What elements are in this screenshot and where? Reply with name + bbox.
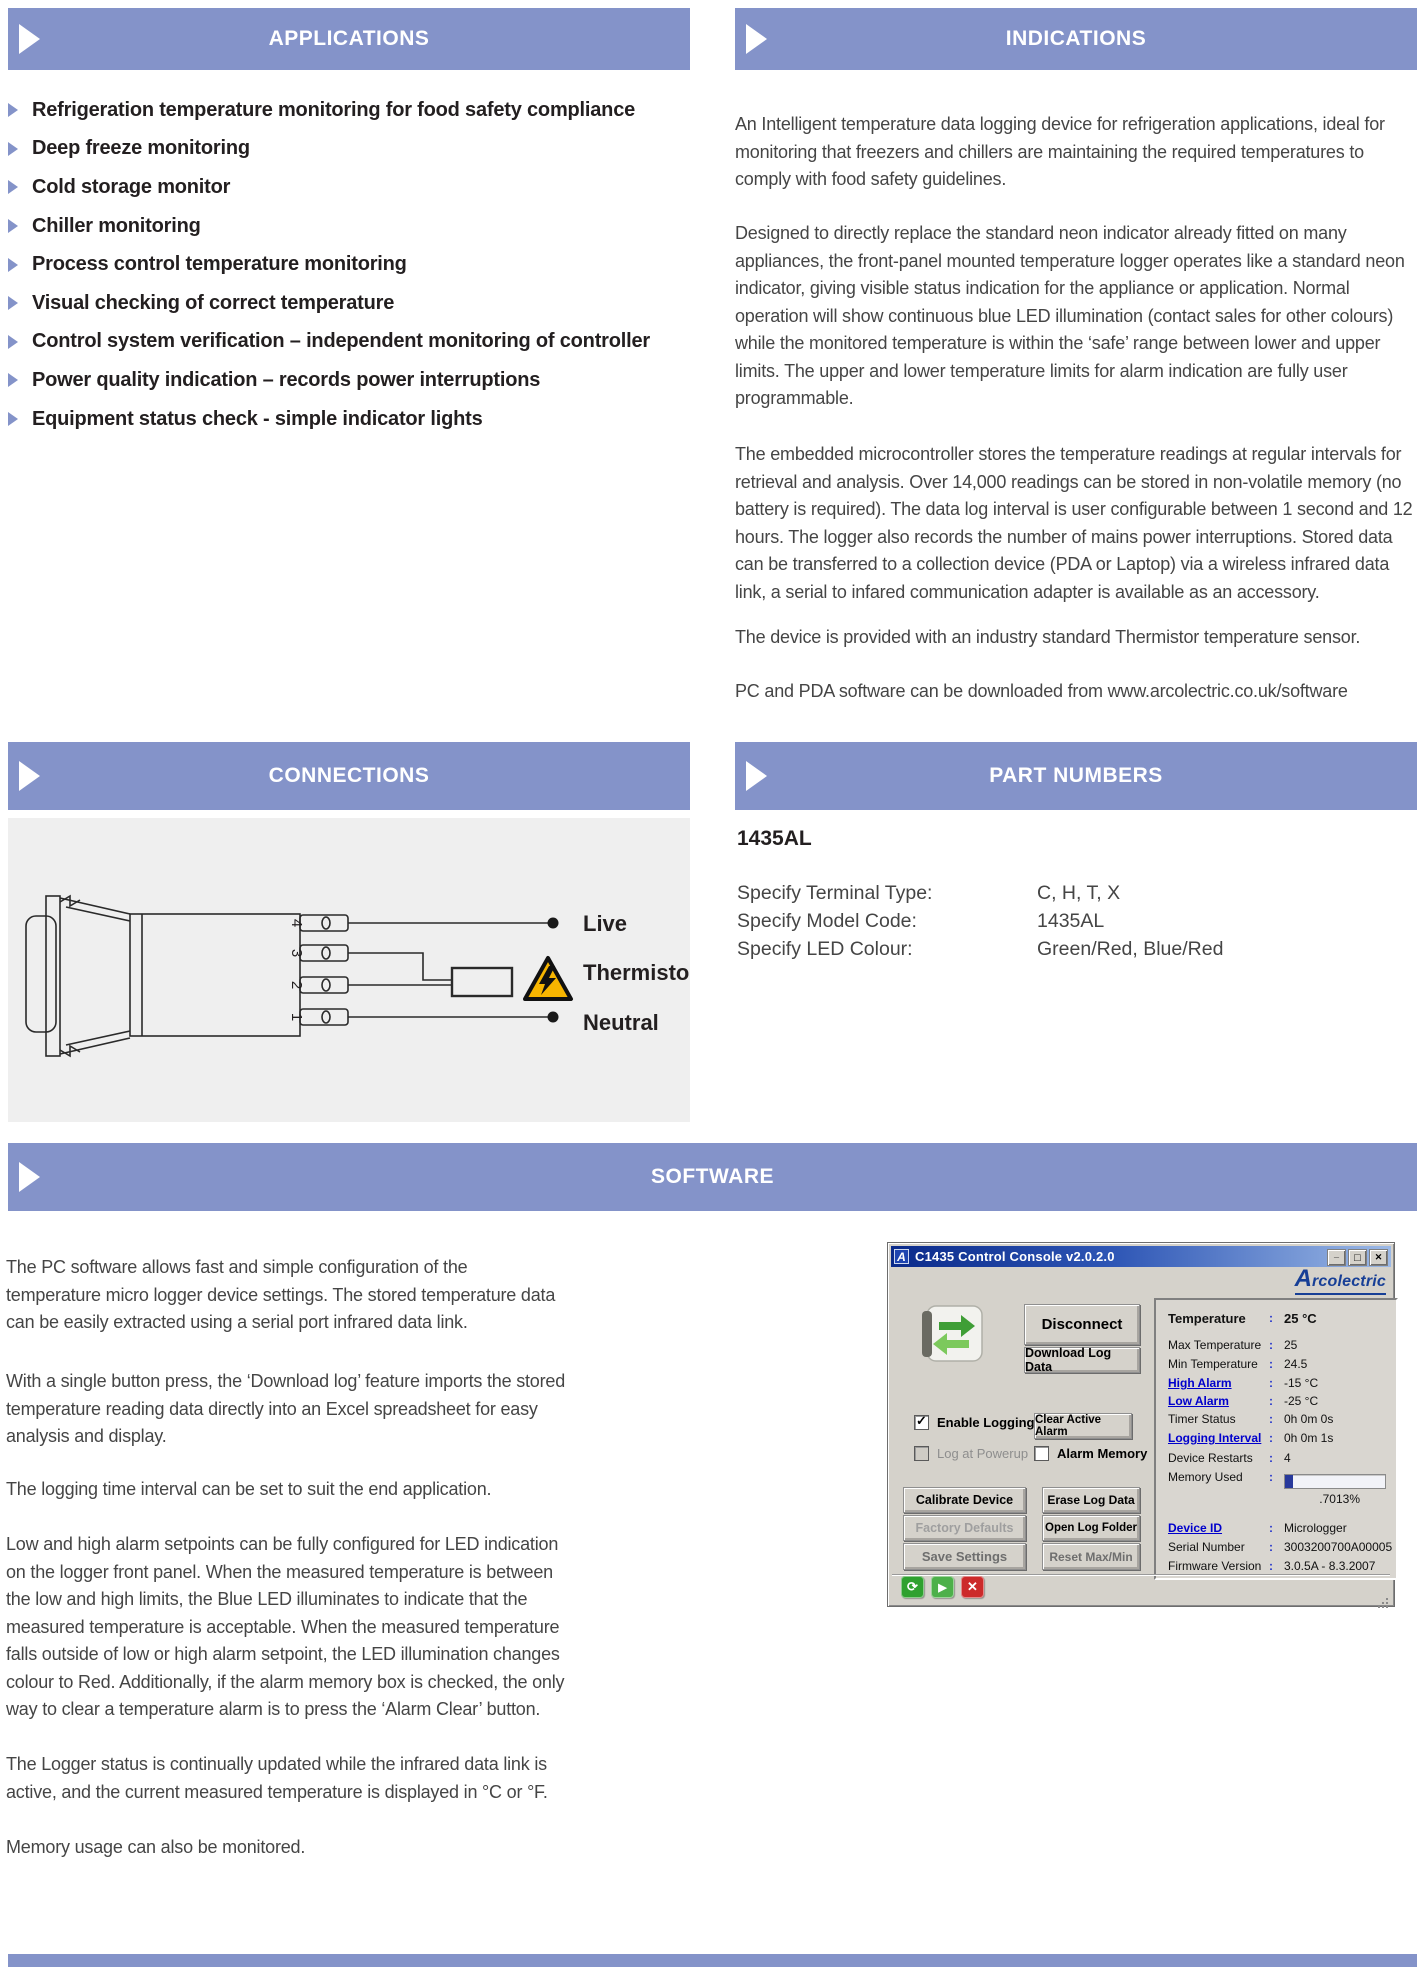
part-numbers-table bbox=[737, 882, 1223, 966]
list-item: Power quality indication – records power interruptions bbox=[8, 361, 690, 400]
list-item: Cold storage monitor bbox=[8, 168, 690, 207]
reset-max-min-button[interactable]: Reset Max/Min bbox=[1042, 1543, 1140, 1570]
software-paragraph: With a single button press, the ‘Download log’ feature imports the stored temperature reading data directly into an Excel spreadsheet for easy analysis and display. bbox=[6, 1371, 566, 1446]
bullet-triangle-icon bbox=[8, 142, 18, 156]
indications-title: INDICATIONS bbox=[1005, 27, 1147, 50]
status-row: Firmware Version : 3.0.5A - 8.3.2007 bbox=[1168, 1559, 1390, 1575]
enable-logging-checkbox[interactable]: ✓ Enable Logging bbox=[914, 1415, 1035, 1430]
bullet-triangle-icon bbox=[8, 180, 18, 194]
minimize-button[interactable] bbox=[1327, 1249, 1346, 1266]
bullet-triangle-icon bbox=[8, 219, 18, 233]
list-item: Refrigeration temperature monitoring for food safety compliance bbox=[8, 91, 690, 130]
status-row: Low Alarm : -25 °C bbox=[1168, 1394, 1390, 1410]
status-row: Temperature : 25 °C bbox=[1168, 1311, 1390, 1327]
live-terminal-dot bbox=[548, 918, 559, 929]
refresh-icon[interactable] bbox=[901, 1576, 924, 1598]
list-item: Equipment status check - simple indicator lights bbox=[8, 400, 690, 439]
high-alarm-link[interactable]: High Alarm bbox=[1168, 1376, 1232, 1390]
checkbox-checked-icon[interactable] bbox=[914, 1415, 929, 1430]
disconnect-button[interactable]: Disconnect bbox=[1024, 1304, 1140, 1345]
status-row: Memory Used : bbox=[1168, 1470, 1390, 1486]
control-console-window bbox=[887, 1242, 1395, 1607]
arcolectric-logo: Arcolectric bbox=[1295, 1269, 1386, 1295]
transfer-icon bbox=[919, 1303, 985, 1370]
resize-grip[interactable] bbox=[1386, 1598, 1388, 1600]
terminal-number: 4 bbox=[288, 918, 305, 928]
bullet-triangle-icon bbox=[8, 373, 18, 387]
factory-defaults-button[interactable]: Factory Defaults bbox=[903, 1515, 1026, 1541]
software-header bbox=[8, 1143, 1417, 1211]
live-label: Live bbox=[583, 911, 628, 936]
band-triangle-icon bbox=[746, 24, 767, 54]
terminal-number: 3 bbox=[288, 948, 305, 958]
switch-wiring-diagram bbox=[8, 818, 690, 1122]
neutral-terminal-dot bbox=[548, 1012, 559, 1023]
bullet-triangle-icon bbox=[8, 335, 18, 349]
list-item: Control system verification – independent monitoring of controller bbox=[8, 323, 690, 362]
software-paragraph: The PC software allows fast and simple configuration of the temperature micro logger device settings. The stored temperature data can be easily extracted using a serial port infrared data link. bbox=[6, 1257, 556, 1332]
erase-log-data-button[interactable]: Erase Log Data bbox=[1042, 1487, 1140, 1513]
status-row: Timer Status : 0h 0m 0s bbox=[1168, 1412, 1390, 1428]
software-paragraph: Memory usage can also be monitored. bbox=[6, 1837, 306, 1857]
thermistor-symbol bbox=[452, 968, 512, 996]
band-triangle-icon bbox=[19, 761, 40, 791]
footer-bar bbox=[8, 1954, 1417, 1967]
thermistor-wire-a bbox=[348, 953, 452, 980]
list-item: Visual checking of correct temperature bbox=[8, 284, 690, 323]
indications-header bbox=[735, 8, 1417, 70]
status-row: Device ID : Micrologger bbox=[1168, 1521, 1390, 1537]
applications-title: APPLICATIONS bbox=[268, 27, 430, 50]
connections-title: CONNECTIONS bbox=[268, 764, 430, 787]
bullet-triangle-icon bbox=[8, 412, 18, 426]
download-log-data-button[interactable]: Download Log Data bbox=[1024, 1347, 1140, 1373]
status-row: High Alarm : -15 °C bbox=[1168, 1376, 1390, 1392]
list-item: Process control temperature monitoring bbox=[8, 245, 690, 284]
play-icon[interactable] bbox=[931, 1576, 954, 1598]
cancel-icon[interactable] bbox=[961, 1576, 984, 1598]
software-paragraph: The logging time interval can be set to suit the end application. bbox=[6, 1479, 492, 1499]
status-row: Min Temperature : 24.5 bbox=[1168, 1357, 1390, 1373]
model-number: 1435AL bbox=[737, 827, 812, 850]
clear-active-alarm-button[interactable]: Clear Active Alarm bbox=[1034, 1413, 1132, 1439]
terminal-number: 2 bbox=[288, 980, 305, 990]
checkbox-icon[interactable] bbox=[1034, 1446, 1049, 1461]
alarm-memory-checkbox[interactable]: Alarm Memory bbox=[1034, 1446, 1147, 1461]
checkbox-icon[interactable] bbox=[914, 1446, 929, 1461]
indications-paragraph: Designed to directly replace the standard neon indicator already fitted on many appliances, the front-panel mounted temperature logger operates like a standard neon indicator, giving visible status indication for the appliance or application. Normal operation will show continuous blue LED illumination (contact sales for other colours) while the monitored temperature is within the ‘safe’ range between lower and upper limits. The upper and lower temperature limits for alarm indication are fully user programmable. bbox=[735, 223, 1405, 408]
part-numbers-title: PART NUMBERS bbox=[989, 764, 1163, 787]
log-at-powerup-checkbox[interactable]: Log at Powerup bbox=[914, 1446, 1028, 1461]
maximize-button[interactable] bbox=[1348, 1249, 1367, 1266]
switch-body bbox=[130, 914, 300, 1036]
open-log-folder-button[interactable]: Open Log Folder bbox=[1042, 1515, 1140, 1541]
memory-used-bar bbox=[1284, 1474, 1386, 1489]
indications-paragraph: The device is provided with an industry standard Thermistor temperature sensor. bbox=[735, 627, 1361, 647]
bullet-triangle-icon bbox=[8, 296, 18, 310]
part-numbers-header bbox=[735, 742, 1417, 810]
neutral-label: Neutral bbox=[583, 1010, 659, 1035]
software-paragraph: The Logger status is continually updated while the infrared data link is active, and the current measured temperature is displayed in °C or °F. bbox=[6, 1754, 548, 1802]
save-settings-button[interactable]: Save Settings bbox=[903, 1543, 1026, 1570]
status-row: Device Restarts : 4 bbox=[1168, 1451, 1390, 1467]
status-row: Logging Interval : 0h 0m 1s bbox=[1168, 1431, 1390, 1447]
band-triangle-icon bbox=[19, 1162, 40, 1192]
table-row: Specify Terminal Type: C, H, T, X bbox=[737, 882, 1121, 904]
device-id-link[interactable]: Device ID bbox=[1168, 1521, 1223, 1535]
connections-header bbox=[8, 742, 690, 810]
window-title: C1435 Control Console v2.0.2.0 bbox=[915, 1249, 1115, 1264]
terminal-tabs bbox=[300, 915, 348, 1025]
status-panel bbox=[1154, 1298, 1398, 1580]
bullet-triangle-icon bbox=[8, 103, 18, 117]
status-row: Serial Number : 3003200700A00005 bbox=[1168, 1540, 1390, 1556]
low-alarm-link[interactable]: Low Alarm bbox=[1168, 1394, 1229, 1408]
list-item: Chiller monitoring bbox=[8, 207, 690, 246]
rocker-outline bbox=[26, 916, 56, 1032]
connections-diagram bbox=[8, 818, 690, 1122]
indications-paragraph: PC and PDA software can be downloaded from www.arcolectric.co.uk/software bbox=[735, 681, 1348, 701]
memory-used-fill bbox=[1285, 1475, 1293, 1488]
terminal-number: 1 bbox=[288, 1012, 305, 1022]
window-titlebar[interactable] bbox=[891, 1246, 1391, 1267]
bullet-triangle-icon bbox=[8, 258, 18, 272]
logging-interval-link[interactable]: Logging Interval bbox=[1168, 1431, 1262, 1445]
band-triangle-icon bbox=[746, 761, 767, 791]
thermistor-label: Thermistor bbox=[583, 960, 690, 985]
indications-paragraph: An Intelligent temperature data logging device for refrigeration applications, ideal for monitoring that freezers and chillers are maintaining the required temperatures to comply with food safety guidelines. bbox=[735, 114, 1385, 189]
memory-percent: .7013% bbox=[1319, 1492, 1360, 1506]
calibrate-device-button[interactable]: Calibrate Device bbox=[903, 1487, 1026, 1513]
band-triangle-icon bbox=[19, 24, 40, 54]
applications-header bbox=[8, 8, 690, 70]
app-icon: A bbox=[894, 1249, 909, 1264]
status-row: Max Temperature : 25 bbox=[1168, 1338, 1390, 1354]
table-row: Specify Model Code: 1435AL bbox=[737, 910, 1105, 932]
applications-list bbox=[8, 91, 690, 438]
table-row: Specify LED Colour: Green/Red, Blue/Red bbox=[737, 938, 1224, 960]
list-item: Deep freeze monitoring bbox=[8, 130, 690, 169]
close-button[interactable] bbox=[1369, 1249, 1388, 1266]
software-paragraph: Low and high alarm setpoints can be fully configured for LED indication on the logger front panel. When the measured temperature is between the low and high limits, the Blue LED illuminates to indicate that the measured temperature is acceptable. When the measured temperature falls outside of low or high alarm setpoint, the LED illumination changes colour to Red. Additionally, if the alarm memory box is checked, the only way to clear a temperature alarm is to press the ‘Alarm Clear’ button. bbox=[6, 1534, 565, 1719]
software-title: SOFTWARE bbox=[651, 1165, 774, 1188]
indications-paragraph: The embedded microcontroller stores the temperature readings at regular intervals for retrieval and analysis. Over 14,000 readings can be stored in non-volatile memory (no battery is required). The data log interval is user configurable between 1 second and 12 hours. The logger also records the number of mains power interruptions. Stored data can be transferred to a collection device (PDA or Laptop) via a wireless infrared data link, a serial to infared communication adapter is available as an accessory. bbox=[735, 444, 1413, 602]
